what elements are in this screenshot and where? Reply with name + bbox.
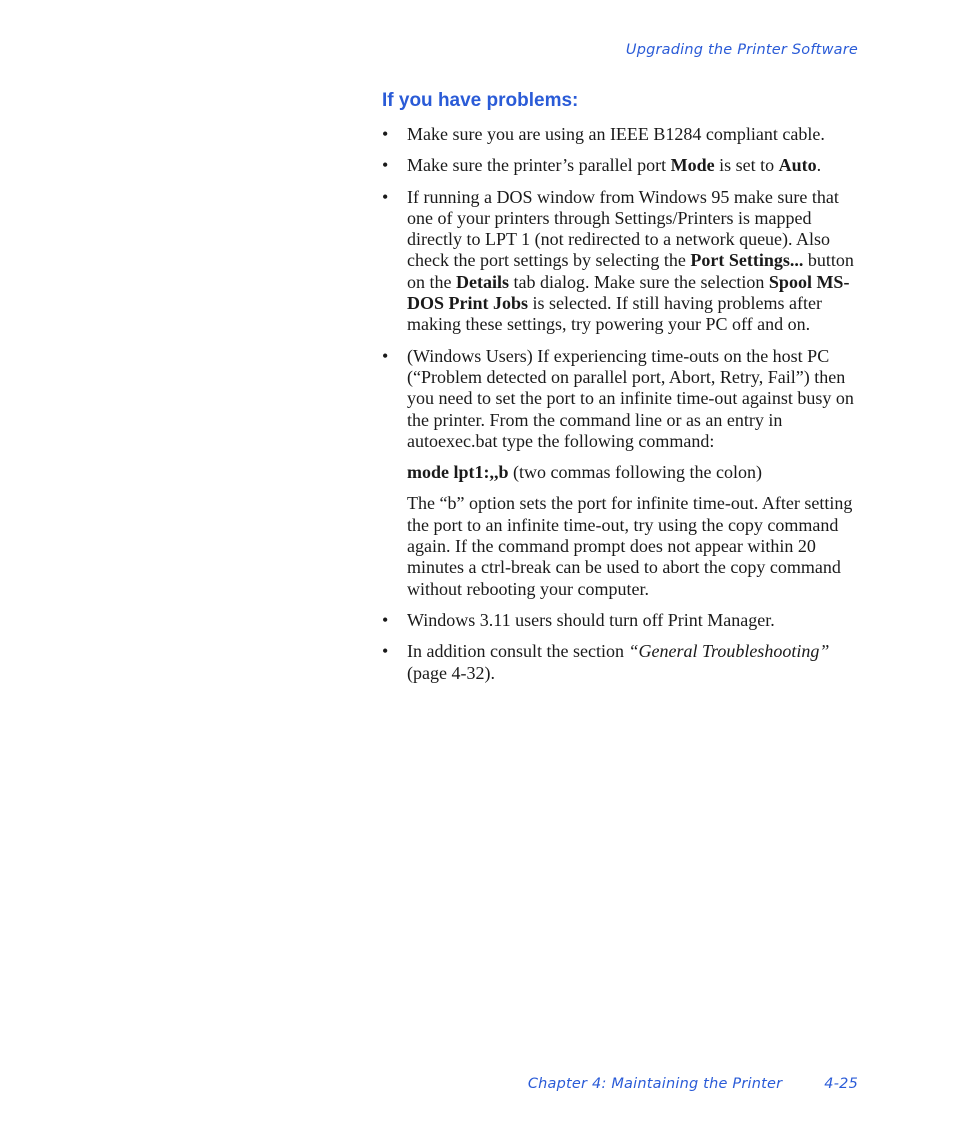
running-header: Upgrading the Printer Software: [625, 42, 858, 58]
term-mode: Mode: [670, 155, 715, 176]
main-content: [382, 90, 862, 694]
list-item-timeouts: • (Windows Users) If experiencing time-outs on the host PC (“Problem detected on parallel port, Abort, Retry, Fail”) then you need to set the port to an infinite time-out against busy on the printer. From the command line or as an entry in autoexec.bat type the following command: mode lpt1:,,b (two commas following the colon) The “b” option sets the port for infinite time-out. After setting the port to an infinite time-out, try using the copy command again. If the command prompt does not appear within 20 minutes a ctrl-break can be used to abort the copy command without rebooting your computer.: [382, 346, 862, 600]
list-item-cable: • Make sure you are using an IEEE B1284 compliant cable.: [382, 124, 862, 145]
term-port-settings: Port Settings...: [690, 250, 804, 271]
section-reference: “General Troubleshooting”: [628, 641, 830, 662]
term-auto: Auto: [778, 155, 817, 176]
footer-chapter: Chapter 4: Maintaining the Printer: [527, 1076, 783, 1092]
troubleshooting-list: [382, 124, 862, 684]
list-item-print-manager: • Windows 3.11 users should turn off Print Manager.: [382, 610, 862, 631]
section-heading: If you have problems:: [382, 90, 579, 111]
list-item-dos-window: • If running a DOS window from Windows 95 make sure that one of your printers through Settings/Printers is mapped directly to LPT 1 (not redirected to a network queue). Also check the port settings by selecting the Port Settings... button on the Details tab dialog. Make sure the selection Spool MS-DOS Print Jobs is selected. If still having problems after making these settings, try powering your PC off and on.: [382, 187, 862, 336]
term-details: Details: [456, 271, 509, 292]
footer-page-number: 4-25: [824, 1076, 858, 1092]
page-footer: [528, 1076, 858, 1092]
list-item-consult: • In addition consult the section “General Troubleshooting” (page 4-32).: [382, 641, 862, 684]
command-explanation: The “b” option sets the port for infinite time-out. After setting the port to an infinite time-out, try using the copy command again. If the command prompt does not appear within 20 minutes a ctrl-break can be used to abort the copy command without rebooting your computer.: [407, 493, 853, 599]
term-spool-msdos: Spool MS-DOS Print Jobs: [407, 271, 850, 314]
list-item-port-mode: • Make sure the printer’s parallel port Mode is set to Auto.: [382, 155, 862, 176]
command-line: mode lpt1:,,b (two commas following the colon): [407, 462, 762, 483]
command-text: mode lpt1:,,b: [407, 462, 509, 483]
